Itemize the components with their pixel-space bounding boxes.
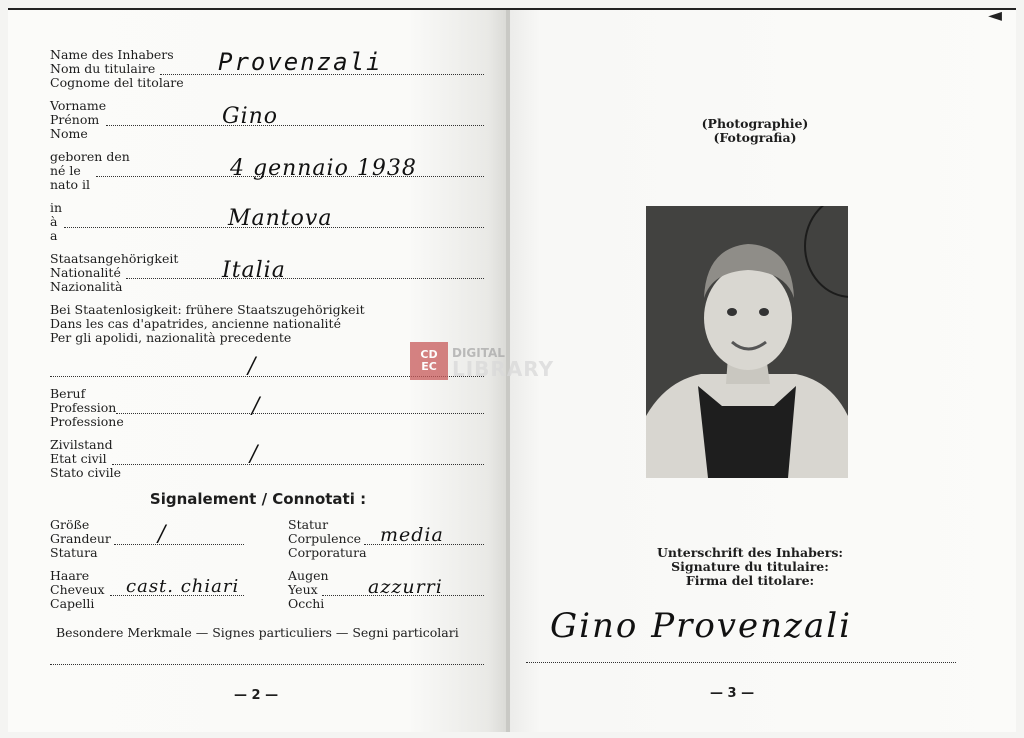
profession-label-de: Beruf: [50, 386, 86, 401]
nationality-label-it: Nazionalità: [50, 279, 123, 294]
page-number-right: — 3 —: [710, 686, 755, 701]
height-dotline: [114, 544, 244, 545]
height-field: [50, 518, 111, 560]
civil-status-label-fr: Etat civil: [50, 451, 107, 466]
corner-mark-icon: ◄: [988, 5, 1002, 26]
stateless-label-it: Per gli apolidi, nazionalità precedente: [50, 330, 292, 345]
eyes-field: [288, 569, 329, 611]
surname-label-de: Name des Inhabers: [50, 47, 174, 62]
surname-label-it: Cognome del titolare: [50, 75, 184, 90]
build-label-it: Corporatura: [288, 545, 367, 560]
height-label-it: Statura: [50, 545, 98, 560]
surname-value: Provenzali: [218, 48, 383, 76]
watermark-box-line2: EC: [421, 360, 437, 373]
holder-signature: Gino Provenzali: [550, 606, 852, 646]
stateless-label-de: Bei Staatenlosigkeit: frühere Staatszugehörigkeit: [50, 302, 365, 317]
birth-place-value: Mantova: [228, 206, 333, 231]
watermark-line2: LIBRARY: [452, 357, 555, 381]
nationality-label-fr: Nationalité: [50, 265, 121, 280]
given-name-value: Gino: [222, 104, 279, 129]
photo-caption: [690, 117, 820, 145]
given-name-label-it: Nome: [50, 126, 88, 141]
given-name-dotline: [106, 125, 484, 126]
eyes-label-de: Augen: [288, 568, 329, 583]
birth-place-label-fr: à: [50, 214, 58, 229]
signature-label-fr: Signature du titulaire:: [671, 559, 829, 574]
birth-date-label-it: nato il: [50, 177, 91, 192]
birth-date-label-de: geboren den: [50, 149, 130, 164]
given-name-label-de: Vorname: [50, 98, 107, 113]
stateless-value: /: [248, 354, 257, 379]
civil-status-label-it: Stato civile: [50, 465, 122, 480]
special-marks-dotline: [50, 664, 484, 665]
signature-label-it: Firma del titolare:: [685, 573, 815, 588]
profession-label-it: Professione: [50, 414, 124, 429]
hair-value: cast. chiari: [126, 576, 240, 597]
profession-value: /: [252, 394, 261, 419]
birth-date-label-fr: né le: [50, 163, 81, 178]
description-heading: Signalement / Connotati :: [149, 490, 367, 508]
profession-field: [50, 387, 484, 429]
eyes-label-fr: Yeux: [288, 582, 318, 597]
height-value: /: [158, 522, 167, 547]
profession-dotline: [116, 413, 484, 414]
given-name-label-fr: Prénom: [50, 112, 100, 127]
build-label-de: Statur: [288, 517, 329, 532]
watermark-box-line1: CD: [420, 348, 438, 361]
signature-labels: [650, 546, 850, 588]
surname-label-fr: Nom du titulaire: [50, 61, 156, 76]
photo-caption-fr: (Photographie): [701, 116, 809, 131]
signature-label-de: Unterschrift des Inhabers:: [656, 545, 843, 560]
stateless-field: [50, 303, 484, 345]
birth-place-label-de: in: [50, 200, 63, 215]
watermark-box-icon: [410, 342, 448, 380]
watermark-text: [452, 345, 555, 381]
height-label-fr: Grandeur: [50, 531, 111, 546]
profession-label-fr: Profession: [50, 400, 117, 415]
build-value: media: [380, 524, 444, 546]
civil-status-dotline: [112, 464, 484, 465]
build-field: [288, 518, 367, 560]
watermark-logo: [410, 342, 554, 380]
watermark-line1: DIGITAL: [452, 346, 505, 360]
hair-label-it: Capelli: [50, 596, 95, 611]
hair-label-de: Haare: [50, 568, 90, 583]
height-label-de: Größe: [50, 517, 90, 532]
holder-photo: [646, 206, 848, 478]
birth-place-label-it: a: [50, 228, 58, 243]
eyes-value: azzurri: [368, 576, 443, 598]
nationality-label-de: Staatsangehörigkeit: [50, 251, 179, 266]
birth-date-value: 4 gennaio 1938: [230, 156, 417, 181]
special-marks-label: Besondere Merkmale — Signes particuliers — Segni particolari: [56, 625, 459, 640]
right-page: [510, 5, 1016, 732]
nationality-value: Italia: [222, 258, 286, 283]
hair-label-fr: Cheveux: [50, 582, 105, 597]
civil-status-value: /: [250, 442, 259, 467]
hair-field: [50, 569, 105, 611]
civil-status-field: [50, 438, 484, 480]
build-label-fr: Corpulence: [288, 531, 361, 546]
signature-dotline: [526, 662, 956, 663]
civil-status-label-de: Zivilstand: [50, 437, 113, 452]
page-number-left: — 2 —: [234, 688, 279, 703]
nationality-dotline: [126, 278, 484, 279]
photo-caption-it: (Fotografia): [713, 130, 797, 145]
stateless-label-fr: Dans les cas d'apatrides, ancienne nationalité: [50, 316, 341, 331]
eyes-label-it: Occhi: [288, 596, 325, 611]
